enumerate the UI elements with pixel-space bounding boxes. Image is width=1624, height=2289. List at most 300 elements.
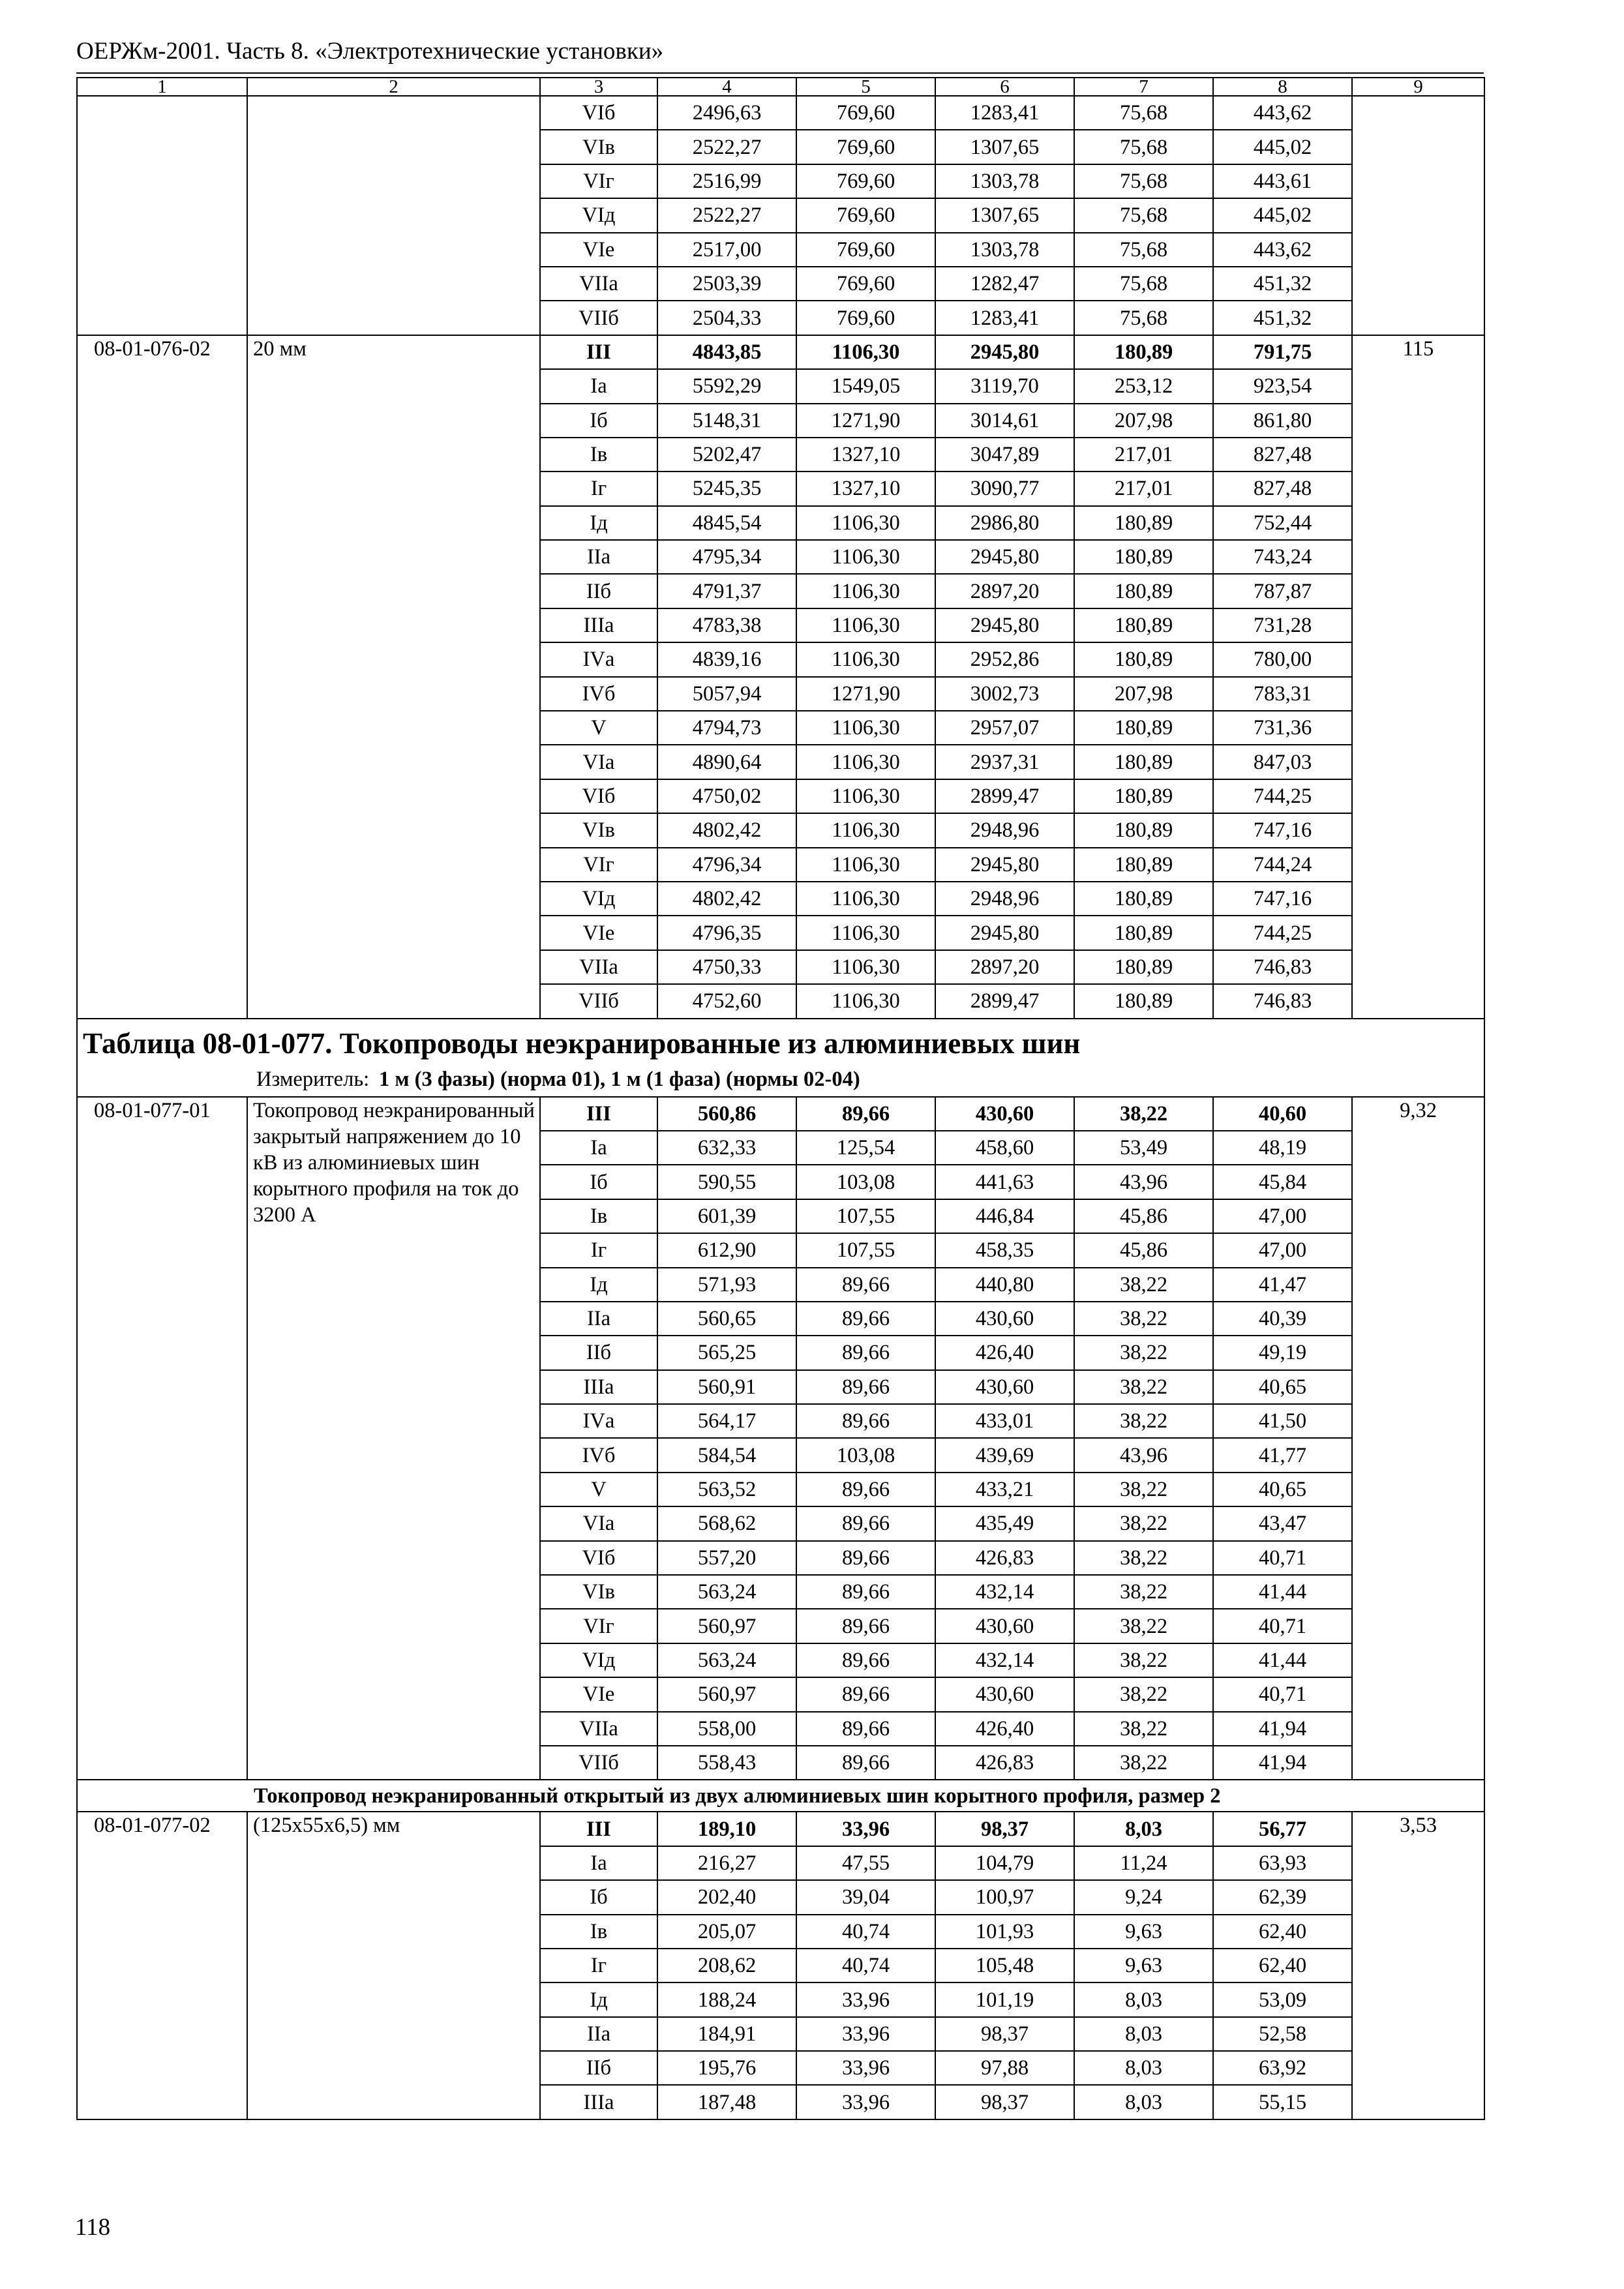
cost-value: 41,94	[1213, 1746, 1352, 1780]
cost-value: 847,03	[1213, 745, 1352, 779]
cost-value: 1106,30	[796, 642, 935, 676]
cost-value: 558,00	[657, 1712, 796, 1746]
cost-value: 1327,10	[796, 471, 935, 505]
cost-value: 125,54	[796, 1131, 935, 1165]
cost-value: 432,14	[935, 1643, 1074, 1677]
cost-value: 783,31	[1213, 677, 1352, 711]
cost-value: 217,01	[1074, 438, 1213, 471]
cost-value: 205,07	[657, 1915, 796, 1949]
cost-value: 2937,31	[935, 745, 1074, 779]
cost-value: 38,22	[1074, 1677, 1213, 1711]
cost-value: 1283,41	[935, 96, 1074, 130]
cost-value: 2945,80	[935, 916, 1074, 950]
cost-value: 430,60	[935, 1677, 1074, 1711]
cost-value: 1271,90	[796, 404, 935, 438]
cost-value: 49,19	[1213, 1336, 1352, 1369]
zone-code: IIа	[540, 540, 657, 574]
cost-value: 89,66	[796, 1268, 935, 1302]
cost-value: 769,60	[796, 130, 935, 164]
cost-value: 2504,33	[657, 301, 796, 335]
cost-value: 56,77	[1213, 1812, 1352, 1846]
column-number: 5	[796, 78, 935, 96]
cost-value: 1106,30	[796, 608, 935, 642]
cost-value: 440,80	[935, 1268, 1074, 1302]
cost-value: 2957,07	[935, 711, 1074, 745]
cost-value: 1106,30	[796, 711, 935, 745]
header-rule	[76, 72, 1484, 74]
page-number: 118	[75, 2214, 111, 2241]
cost-value: 107,55	[796, 1199, 935, 1233]
cost-value: 2503,39	[657, 267, 796, 301]
zone-code: VIб	[540, 96, 657, 130]
zone-code: IIIа	[540, 608, 657, 642]
cost-value: 1106,30	[796, 984, 935, 1018]
zone-code: IIа	[540, 2017, 657, 2051]
cost-value: 180,89	[1074, 813, 1213, 847]
zone-code: VIг	[540, 848, 657, 882]
cost-value: 45,84	[1213, 1165, 1352, 1199]
cost-value: 435,49	[935, 1506, 1074, 1540]
cost-value: 769,60	[796, 233, 935, 267]
norm-description: 20 мм	[247, 335, 540, 1019]
cost-value: 180,89	[1074, 882, 1213, 916]
cost-value: 1106,30	[796, 506, 935, 540]
cost-value: 180,89	[1074, 642, 1213, 676]
cost-value: 89,66	[796, 1575, 935, 1609]
cost-value: 38,22	[1074, 1643, 1213, 1677]
cost-value: 769,60	[796, 164, 935, 198]
cost-value: 563,52	[657, 1473, 796, 1506]
cost-value: 769,60	[796, 267, 935, 301]
cost-value: 430,60	[935, 1302, 1074, 1336]
cost-value: 75,68	[1074, 301, 1213, 335]
cost-value: 89,66	[796, 1609, 935, 1643]
cost-value: 5202,47	[657, 438, 796, 471]
cost-value: 75,68	[1074, 233, 1213, 267]
cost-value: 3047,89	[935, 438, 1074, 471]
cost-value: 426,83	[935, 1541, 1074, 1575]
cost-value: 1303,78	[935, 164, 1074, 198]
column-number-row	[77, 78, 1484, 96]
cost-value: 458,35	[935, 1233, 1074, 1267]
cost-value: 38,22	[1074, 1370, 1213, 1404]
cost-value: 40,65	[1213, 1473, 1352, 1506]
cost-value: 827,48	[1213, 438, 1352, 471]
table-title: Таблица 08-01-077. Токопроводы неэкранированные из алюминиевых шин	[77, 1019, 1484, 1068]
cost-value: 780,00	[1213, 642, 1352, 676]
cost-value: 563,24	[657, 1575, 796, 1609]
cost-value: 38,22	[1074, 1746, 1213, 1780]
cost-value: 451,32	[1213, 267, 1352, 301]
zone-code: VIб	[540, 779, 657, 813]
zone-code: VIг	[540, 164, 657, 198]
cost-value: 33,96	[796, 1812, 935, 1846]
zone-code: IIIа	[540, 2085, 657, 2119]
cost-value: 2897,20	[935, 950, 1074, 984]
cost-value: 38,22	[1074, 1575, 1213, 1609]
cost-value: 11,24	[1074, 1846, 1213, 1880]
cost-value: 560,86	[657, 1097, 796, 1131]
cost-value: 746,83	[1213, 950, 1352, 984]
cost-value: 827,48	[1213, 471, 1352, 505]
weight-value: 9,32	[1352, 1097, 1484, 1780]
zone-code: Iб	[540, 1880, 657, 1914]
column-number: 9	[1352, 78, 1484, 96]
cost-value: 1271,90	[796, 677, 935, 711]
cost-value: 5148,31	[657, 404, 796, 438]
cost-value: 752,44	[1213, 506, 1352, 540]
cost-value: 41,50	[1213, 1404, 1352, 1438]
cost-value: 1327,10	[796, 438, 935, 471]
cost-value: 89,66	[796, 1370, 935, 1404]
cost-value: 5245,35	[657, 471, 796, 505]
zone-code: VIв	[540, 813, 657, 847]
cost-value: 45,86	[1074, 1233, 1213, 1267]
cost-value: 98,37	[935, 2017, 1074, 2051]
cost-value: 4794,73	[657, 711, 796, 745]
cost-value: 43,47	[1213, 1506, 1352, 1540]
zone-code: III	[540, 335, 657, 369]
cost-value: 1106,30	[796, 882, 935, 916]
norm-code: 08-01-077-02	[77, 1812, 247, 2119]
cost-value: 38,22	[1074, 1473, 1213, 1506]
cost-value: 445,02	[1213, 198, 1352, 232]
cost-value: 4795,34	[657, 540, 796, 574]
cost-value: 446,84	[935, 1199, 1074, 1233]
cost-value: 1282,47	[935, 267, 1074, 301]
cost-value: 89,66	[796, 1712, 935, 1746]
cost-value: 38,22	[1074, 1336, 1213, 1369]
cost-value: 180,89	[1074, 745, 1213, 779]
cost-value: 433,21	[935, 1473, 1074, 1506]
zone-code: III	[540, 1812, 657, 1846]
cost-value: 75,68	[1074, 164, 1213, 198]
cost-value: 861,80	[1213, 404, 1352, 438]
cost-value: 33,96	[796, 2085, 935, 2119]
zone-code: Iв	[540, 438, 657, 471]
column-number: 8	[1213, 78, 1352, 96]
subheading: Токопровод неэкранированный открытый из двух алюминиевых шин корытного профиля, размер 2	[77, 1780, 1484, 1812]
cost-value: 560,91	[657, 1370, 796, 1404]
norm-code: 08-01-077-01	[77, 1097, 247, 1780]
cost-value: 9,24	[1074, 1880, 1213, 1914]
cost-value: 47,00	[1213, 1199, 1352, 1233]
zone-code: Iб	[540, 1165, 657, 1199]
cost-value: 180,89	[1074, 916, 1213, 950]
cost-value: 40,71	[1213, 1677, 1352, 1711]
cost-value: 612,90	[657, 1233, 796, 1267]
zone-code: V	[540, 711, 657, 745]
cost-value: 2948,96	[935, 813, 1074, 847]
zone-code: Iб	[540, 404, 657, 438]
norm-code: 08-01-076-02	[77, 335, 247, 1019]
cost-value: 38,22	[1074, 1541, 1213, 1575]
norm-code	[77, 96, 247, 335]
cost-value: 187,48	[657, 2085, 796, 2119]
cost-value: 2945,80	[935, 335, 1074, 369]
cost-value: 9,63	[1074, 1915, 1213, 1949]
column-number: 3	[540, 78, 657, 96]
zone-code: VIд	[540, 1643, 657, 1677]
cost-value: 769,60	[796, 96, 935, 130]
zone-code: Iд	[540, 506, 657, 540]
cost-value: 75,68	[1074, 96, 1213, 130]
cost-value: 184,91	[657, 2017, 796, 2051]
cost-value: 40,71	[1213, 1609, 1352, 1643]
cost-value: 101,93	[935, 1915, 1074, 1949]
zone-code: Iв	[540, 1199, 657, 1233]
zone-code: Iг	[540, 471, 657, 505]
table-row	[77, 335, 1484, 369]
cost-value: 98,37	[935, 1812, 1074, 1846]
cost-value: 426,40	[935, 1712, 1074, 1746]
cost-value: 747,16	[1213, 813, 1352, 847]
cost-value: 4802,42	[657, 813, 796, 847]
cost-value: 40,71	[1213, 1541, 1352, 1575]
cost-value: 33,96	[796, 2051, 935, 2085]
cost-value: 40,60	[1213, 1097, 1352, 1131]
cost-value: 632,33	[657, 1131, 796, 1165]
cost-value: 1106,30	[796, 335, 935, 369]
cost-value: 55,15	[1213, 2085, 1352, 2119]
rates-table	[76, 77, 1485, 2120]
zone-code: VIб	[540, 1541, 657, 1575]
cost-value: 443,62	[1213, 233, 1352, 267]
zone-code: Iа	[540, 1846, 657, 1880]
zone-code: VIг	[540, 1609, 657, 1643]
cost-value: 4796,35	[657, 916, 796, 950]
cost-value: 62,40	[1213, 1949, 1352, 1982]
cost-value: 180,89	[1074, 335, 1213, 369]
cost-value: 443,62	[1213, 96, 1352, 130]
cost-value: 40,39	[1213, 1302, 1352, 1336]
cost-value: 189,10	[657, 1812, 796, 1846]
cost-value: 207,98	[1074, 404, 1213, 438]
cost-value: 105,48	[935, 1949, 1074, 1982]
cost-value: 38,22	[1074, 1097, 1213, 1131]
cost-value: 180,89	[1074, 506, 1213, 540]
cost-value: 2986,80	[935, 506, 1074, 540]
cost-value: 601,39	[657, 1199, 796, 1233]
cost-value: 744,25	[1213, 779, 1352, 813]
zone-code: VIв	[540, 1575, 657, 1609]
weight-value: 115	[1352, 335, 1484, 1019]
cost-value: 180,89	[1074, 779, 1213, 813]
cost-value: 8,03	[1074, 1982, 1213, 2016]
zone-code: VIа	[540, 1506, 657, 1540]
zone-code: IVа	[540, 1404, 657, 1438]
cost-value: 443,61	[1213, 164, 1352, 198]
column-number: 7	[1074, 78, 1213, 96]
cost-value: 2945,80	[935, 540, 1074, 574]
cost-value: 180,89	[1074, 984, 1213, 1018]
cost-value: 426,40	[935, 1336, 1074, 1369]
cost-value: 426,83	[935, 1746, 1074, 1780]
cost-value: 1106,30	[796, 950, 935, 984]
cost-value: 769,60	[796, 198, 935, 232]
cost-value: 97,88	[935, 2051, 1074, 2085]
zone-code: Iг	[540, 1949, 657, 1982]
cost-value: 45,86	[1074, 1199, 1213, 1233]
zone-code: VIе	[540, 916, 657, 950]
cost-value: 53,49	[1074, 1131, 1213, 1165]
cost-value: 923,54	[1213, 369, 1352, 403]
zone-code: VIа	[540, 745, 657, 779]
cost-value: 5592,29	[657, 369, 796, 403]
cost-value: 195,76	[657, 2051, 796, 2085]
cost-value: 4783,38	[657, 608, 796, 642]
cost-value: 433,01	[935, 1404, 1074, 1438]
cost-value: 63,92	[1213, 2051, 1352, 2085]
cost-value: 89,66	[796, 1506, 935, 1540]
weight-value: 3,53	[1352, 1812, 1484, 2119]
cost-value: 590,55	[657, 1165, 796, 1199]
cost-value: 41,44	[1213, 1643, 1352, 1677]
cost-value: 33,96	[796, 2017, 935, 2051]
cost-value: 253,12	[1074, 369, 1213, 403]
cost-value: 4890,64	[657, 745, 796, 779]
cost-value: 1106,30	[796, 848, 935, 882]
zone-code: Iд	[540, 1268, 657, 1302]
cost-value: 2899,47	[935, 779, 1074, 813]
cost-value: 560,97	[657, 1609, 796, 1643]
zone-code: IIб	[540, 574, 657, 608]
cost-value: 445,02	[1213, 130, 1352, 164]
cost-value: 747,16	[1213, 882, 1352, 916]
zone-code: IVа	[540, 642, 657, 676]
cost-value: 439,69	[935, 1438, 1074, 1472]
cost-value: 2516,99	[657, 164, 796, 198]
cost-value: 3119,70	[935, 369, 1074, 403]
zone-code: Iа	[540, 1131, 657, 1165]
table-row	[77, 1812, 1484, 1846]
cost-value: 458,60	[935, 1131, 1074, 1165]
zone-code: VIд	[540, 882, 657, 916]
cost-value: 180,89	[1074, 848, 1213, 882]
cost-value: 2945,80	[935, 848, 1074, 882]
cost-value: 4839,16	[657, 642, 796, 676]
zone-code: IVб	[540, 1438, 657, 1472]
cost-value: 3014,61	[935, 404, 1074, 438]
cost-value: 2522,27	[657, 198, 796, 232]
cost-value: 560,65	[657, 1302, 796, 1336]
cost-value: 89,66	[796, 1302, 935, 1336]
zone-code: IIа	[540, 1302, 657, 1336]
cost-value: 4752,60	[657, 984, 796, 1018]
zone-code: Iд	[540, 1982, 657, 2016]
cost-value: 62,39	[1213, 1880, 1352, 1914]
zone-code: VIв	[540, 130, 657, 164]
cost-value: 89,66	[796, 1097, 935, 1131]
cost-value: 43,96	[1074, 1165, 1213, 1199]
column-number: 2	[247, 78, 540, 96]
cost-value: 558,43	[657, 1746, 796, 1780]
cost-value: 89,66	[796, 1643, 935, 1677]
measure-label: Измеритель:	[256, 1067, 370, 1091]
cost-value: 4791,37	[657, 574, 796, 608]
cost-value: 180,89	[1074, 540, 1213, 574]
cost-value: 8,03	[1074, 1812, 1213, 1846]
page-header-title: ОЕРЖм-2001. Часть 8. «Электротехнические установки»	[76, 38, 664, 65]
cost-value: 103,08	[796, 1438, 935, 1472]
zone-code: IIIа	[540, 1370, 657, 1404]
measure-cell	[77, 1068, 1484, 1097]
cost-value: 89,66	[796, 1677, 935, 1711]
cost-value: 744,24	[1213, 848, 1352, 882]
cost-value: 4802,42	[657, 882, 796, 916]
cost-value: 38,22	[1074, 1712, 1213, 1746]
cost-value: 38,22	[1074, 1506, 1213, 1540]
cost-value: 564,17	[657, 1404, 796, 1438]
cost-value: 188,24	[657, 1982, 796, 2016]
zone-code: VIIб	[540, 301, 657, 335]
cost-value: 1549,05	[796, 369, 935, 403]
cost-value: 63,93	[1213, 1846, 1352, 1880]
cost-value: 216,27	[657, 1846, 796, 1880]
table-title-row	[77, 1019, 1484, 1068]
cost-value: 4796,34	[657, 848, 796, 882]
zone-code: VIIа	[540, 950, 657, 984]
cost-value: 217,01	[1074, 471, 1213, 505]
cost-value: 180,89	[1074, 711, 1213, 745]
cost-value: 731,36	[1213, 711, 1352, 745]
cost-value: 38,22	[1074, 1302, 1213, 1336]
norm-description	[247, 96, 540, 335]
cost-value: 791,75	[1213, 335, 1352, 369]
zone-code: III	[540, 1097, 657, 1131]
cost-value: 4750,02	[657, 779, 796, 813]
cost-value: 769,60	[796, 301, 935, 335]
cost-value: 3002,73	[935, 677, 1074, 711]
cost-value: 441,63	[935, 1165, 1074, 1199]
cost-value: 1106,30	[796, 745, 935, 779]
cost-value: 2897,20	[935, 574, 1074, 608]
zone-code: Iг	[540, 1233, 657, 1267]
cost-value: 568,62	[657, 1506, 796, 1540]
cost-value: 584,54	[657, 1438, 796, 1472]
measure-row	[77, 1068, 1484, 1097]
cost-value: 2945,80	[935, 608, 1074, 642]
cost-value: 1106,30	[796, 813, 935, 847]
cost-value: 208,62	[657, 1949, 796, 1982]
measure-value: 1 м (3 фазы) (норма 01), 1 м (1 фаза) (нормы 02-04)	[379, 1067, 860, 1091]
cost-value: 180,89	[1074, 574, 1213, 608]
cost-value: 75,68	[1074, 130, 1213, 164]
cost-value: 75,68	[1074, 198, 1213, 232]
weight-value	[1352, 96, 1484, 335]
zone-code: IVб	[540, 677, 657, 711]
cost-value: 746,83	[1213, 984, 1352, 1018]
table-row	[77, 1097, 1484, 1131]
cost-value: 4750,33	[657, 950, 796, 984]
zone-code: IIб	[540, 2051, 657, 2085]
cost-value: 39,04	[796, 1880, 935, 1914]
cost-value: 1303,78	[935, 233, 1074, 267]
cost-value: 207,98	[1074, 677, 1213, 711]
cost-value: 89,66	[796, 1746, 935, 1780]
cost-value: 430,60	[935, 1609, 1074, 1643]
column-number: 4	[657, 78, 796, 96]
zone-code: VIе	[540, 233, 657, 267]
cost-value: 2948,96	[935, 882, 1074, 916]
zone-code: Iв	[540, 1915, 657, 1949]
zone-code: VIIб	[540, 984, 657, 1018]
cost-value: 1106,30	[796, 540, 935, 574]
zone-code: VIIа	[540, 267, 657, 301]
cost-value: 104,79	[935, 1846, 1074, 1880]
zone-code: VIIб	[540, 1746, 657, 1780]
cost-value: 103,08	[796, 1165, 935, 1199]
